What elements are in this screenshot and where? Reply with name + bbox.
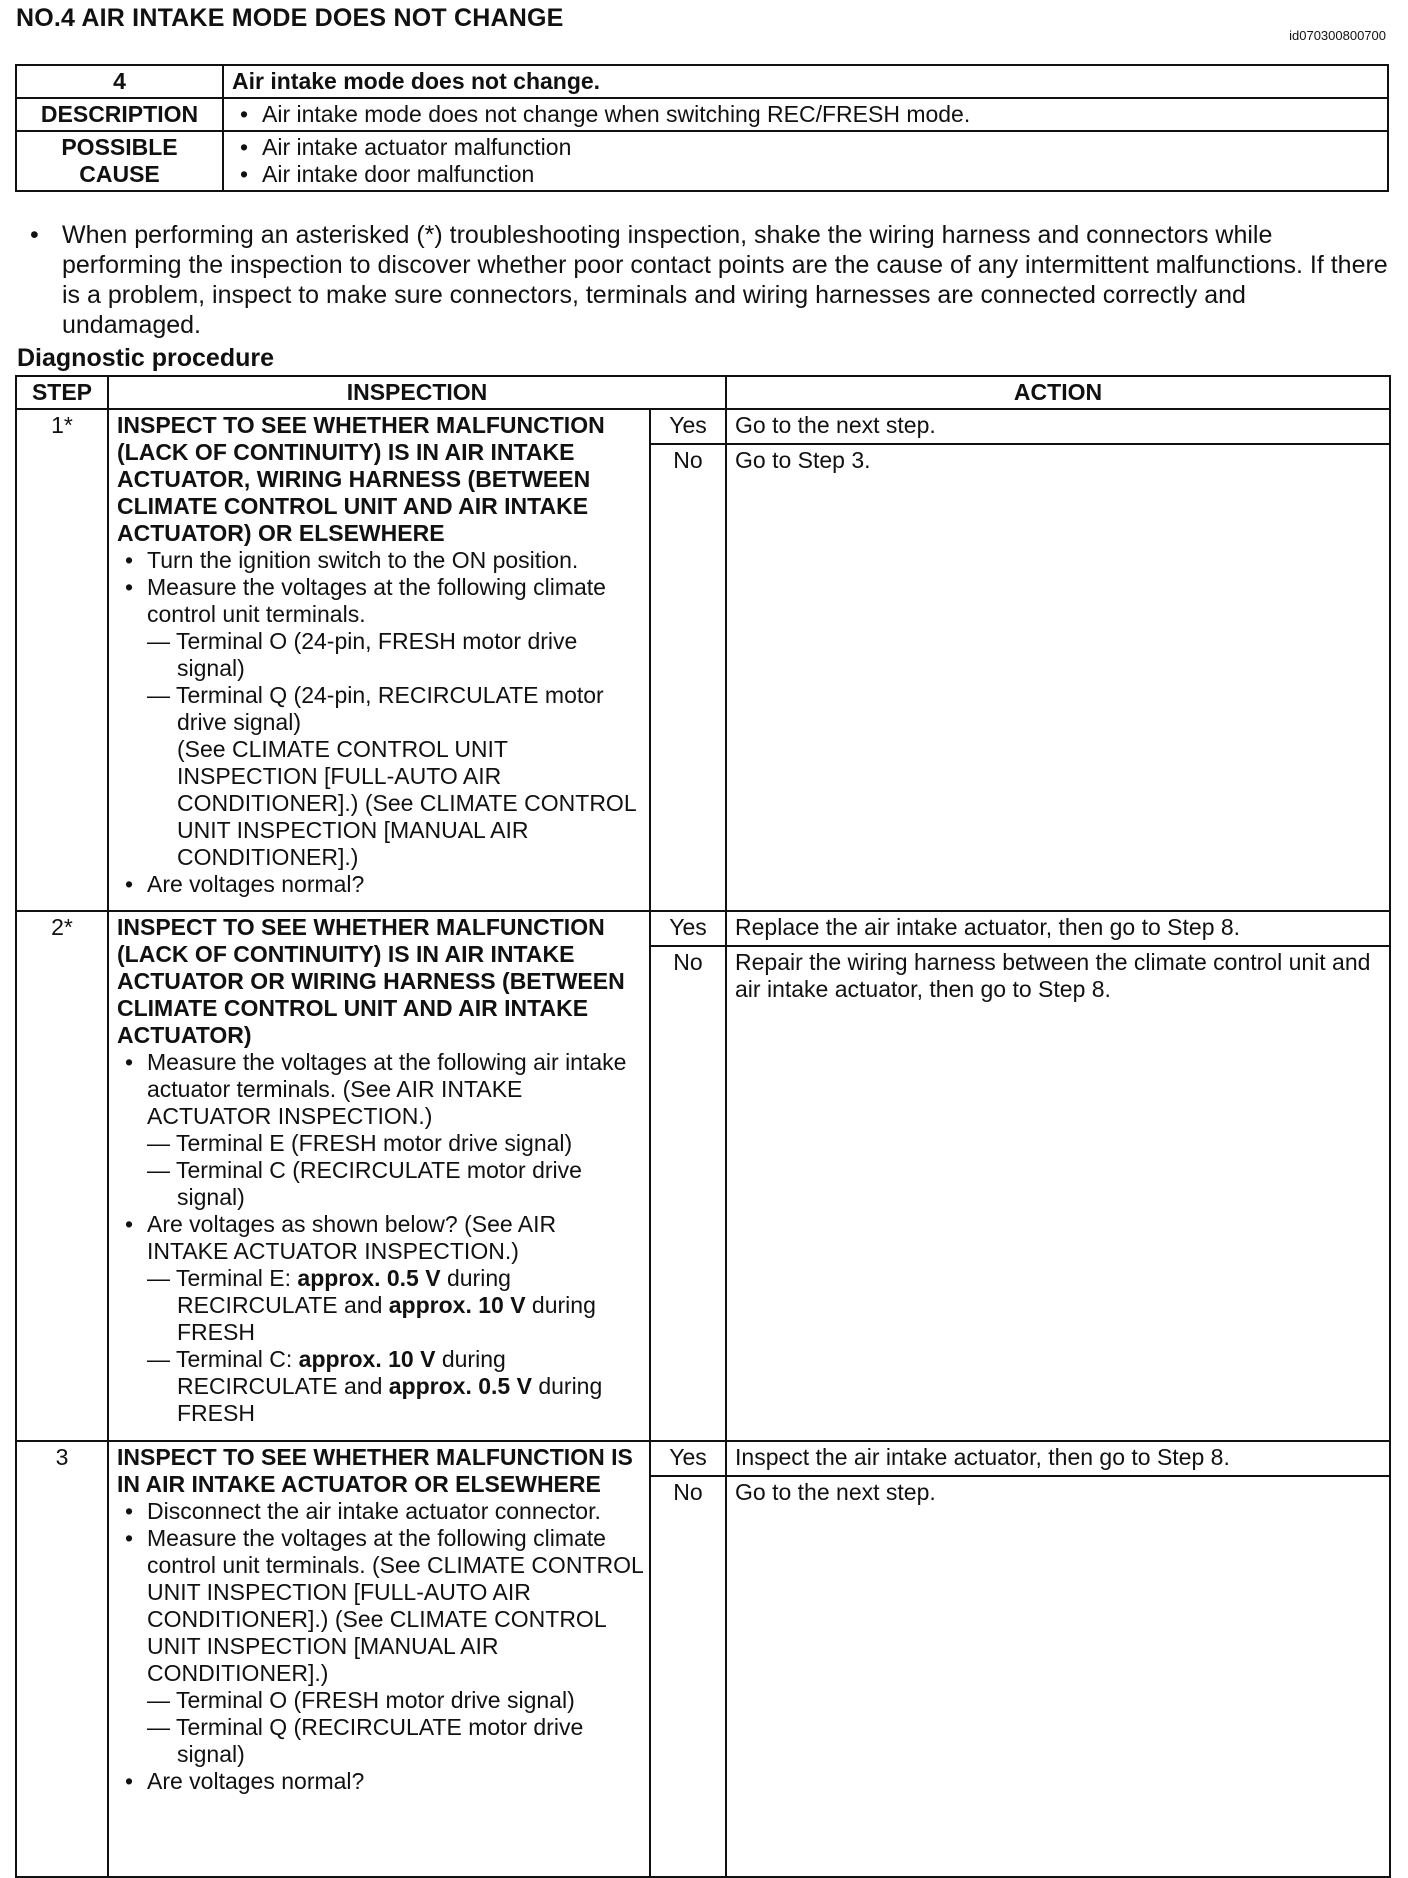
inspection-title: INSPECT TO SEE WHETHER MALFUNCTION IS IN AIR INTAKE ACTUATOR OR ELSEWHERE <box>117 1444 633 1497</box>
yes-action: Replace the air intake actuator, then go to Step 8. <box>726 911 1390 946</box>
possible-cause-cell <box>223 131 1388 191</box>
step-3-inspection: INSPECT TO SEE WHETHER MALFUNCTION IS IN AIR INTAKE ACTUATOR OR ELSEWHERE • Disconnect the air intake actuator connector. • Measure the voltages at the following climate control unit terminals. (See CLIMATE CONTROL UNIT INSPECTION [FULL-AUTO AIR CONDITIONER].) (See CLIMATE CONTROL UNIT INSPECTION [MANUAL AIR CONDITIONER].) — Terminal O (FRESH motor drive signal) — Terminal Q (RECIRCULATE motor drive signal) • Are voltages normal? <box>108 1441 650 1877</box>
document-id: id070300800700 <box>1289 28 1386 43</box>
step-column-header: STEP <box>16 376 108 409</box>
step-1-yes-row <box>16 409 1390 444</box>
diagnostic-procedure-heading: Diagnostic procedure <box>17 344 274 372</box>
step-2-yes-row <box>16 911 1390 946</box>
symptom-row <box>16 65 1388 98</box>
diagnostic-header-row <box>16 376 1390 409</box>
step-number: 3 <box>16 1441 108 1877</box>
symptom-text: Air intake mode does not change. <box>223 65 1388 98</box>
diagnostic-table <box>15 375 1391 1878</box>
yes-label: Yes <box>650 911 726 946</box>
no-action: Repair the wiring harness between the climate control unit and air intake actuator, then go to Step 8. <box>726 946 1390 1441</box>
no-label: No <box>650 1476 726 1877</box>
description-text: • Air intake mode does not change when switching REC/FRESH mode. <box>262 101 1379 128</box>
cause-item: • Air intake actuator malfunction <box>262 134 1379 161</box>
step-number: 2* <box>16 911 108 1441</box>
step-number: 1* <box>16 409 108 911</box>
possible-cause-row <box>16 131 1388 191</box>
yes-label: Yes <box>650 1441 726 1476</box>
cause-item: • Air intake door malfunction <box>262 161 1379 188</box>
inspection-column-header: INSPECTION <box>108 376 726 409</box>
description-cell <box>223 98 1388 131</box>
inspection-note: • When performing an asterisked (*) troubleshooting inspection, shake the wiring harness and connectors while performing the inspection to discover whether poor contact points are the cause of any intermittent malfunctions. If there is a problem, inspect to make sure connectors, terminals and wiring harnesses are connected correctly and undamaged. <box>30 221 1388 339</box>
yes-action: Inspect the air intake actuator, then go to Step 8. <box>726 1441 1390 1476</box>
description-row <box>16 98 1388 131</box>
symptom-number: 4 <box>16 65 223 98</box>
no-action: Go to the next step. <box>726 1476 1390 1877</box>
step-1-inspection: INSPECT TO SEE WHETHER MALFUNCTION (LACK OF CONTINUITY) IS IN AIR INTAKE ACTUATOR, WIRING HARNESS (BETWEEN CLIMATE CONTROL UNIT AND AIR INTAKE ACTUATOR) OR ELSEWHERE • Turn the ignition switch to the ON position. • Measure the voltages at the following climate control unit terminals. — Terminal O (24-pin, FRESH motor drive signal) — Terminal Q (24-pin, RECIRCULATE motor drive signal) (See CLIMATE CONTROL UNIT INSPECTION [FULL-AUTO AIR CONDITIONER].) (See CLIMATE CONTROL UNIT INSPECTION [MANUAL AIR CONDITIONER].) • Are voltages normal? <box>108 409 650 911</box>
inspection-title: INSPECT TO SEE WHETHER MALFUNCTION (LACK OF CONTINUITY) IS IN AIR INTAKE ACTUATOR OR WIRING HARNESS (BETWEEN CLIMATE CONTROL UNIT AND AIR INTAKE ACTUATOR) <box>117 914 625 1048</box>
step-2-inspection: INSPECT TO SEE WHETHER MALFUNCTION (LACK OF CONTINUITY) IS IN AIR INTAKE ACTUATOR OR WIRING HARNESS (BETWEEN CLIMATE CONTROL UNIT AND AIR INTAKE ACTUATOR) • Measure the voltages at the following air intake actuator terminals. (See AIR INTAKE ACTUATOR INSPECTION.) — Terminal E (FRESH motor drive signal) — Terminal C (RECIRCULATE motor drive signal) • Are voltages as shown below? (See AIR INTAKE ACTUATOR INSPECTION.) — Terminal E: approx. 0.5 V during RECIRCULATE and approx. 10 V during FRESH — Terminal C: approx. 10 V during RECIRCULATE and approx. 0.5 V during FRESH <box>108 911 650 1441</box>
no-label: No <box>650 444 726 911</box>
bullet: • <box>30 221 39 249</box>
action-column-header: ACTION <box>726 376 1390 409</box>
yes-action: Go to the next step. <box>726 409 1390 444</box>
no-label: No <box>650 946 726 1441</box>
inspection-title: INSPECT TO SEE WHETHER MALFUNCTION (LACK OF CONTINUITY) IS IN AIR INTAKE ACTUATOR, WIRING HARNESS (BETWEEN CLIMATE CONTROL UNIT AND AIR INTAKE ACTUATOR) OR ELSEWHERE <box>117 412 605 546</box>
step-3-yes-row <box>16 1441 1390 1476</box>
possible-cause-label: POSSIBLE CAUSE <box>16 131 223 191</box>
page-title: NO.4 AIR INTAKE MODE DOES NOT CHANGE <box>16 4 564 32</box>
symptom-summary-table <box>15 64 1389 192</box>
description-label: DESCRIPTION <box>16 98 223 131</box>
yes-label: Yes <box>650 409 726 444</box>
no-action: Go to Step 3. <box>726 444 1390 911</box>
